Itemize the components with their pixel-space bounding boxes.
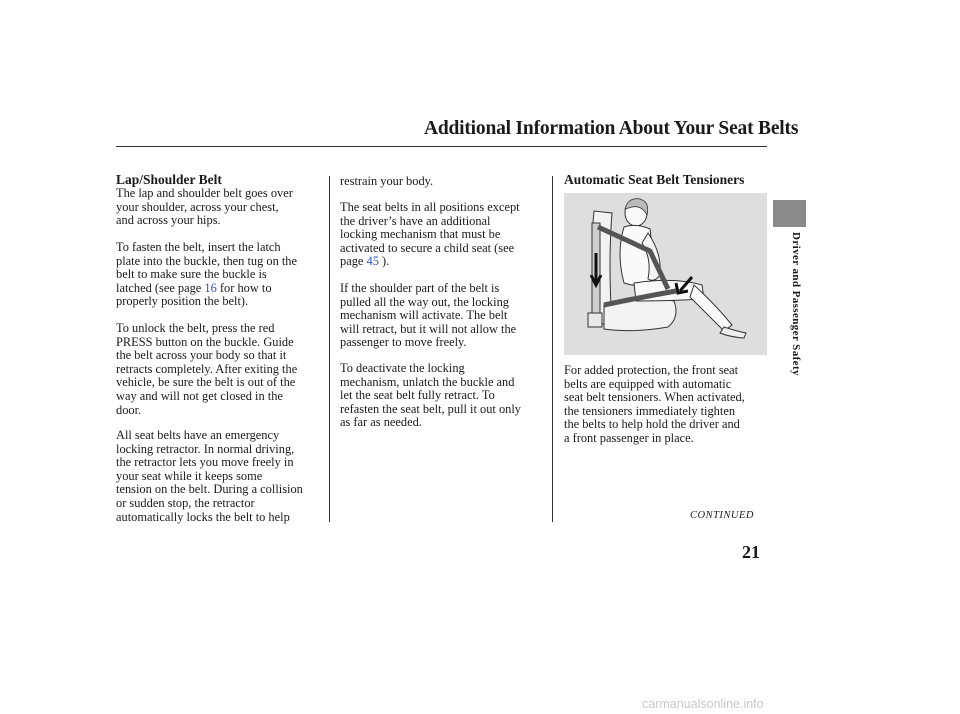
left-paragraph-3: To unlock the belt, press the red PRESS button on the buckle. Guide the belt across your body so that it retracts completely. After exiting the vehicle, be sure the belt is out of the way and will not get closed in the door. <box>116 321 298 417</box>
left-paragraph-1: The lap and shoulder belt goes over your shoulder, across your chest, and across your hips. <box>116 186 293 228</box>
right-paragraph-1: For added protection, the front seat belts are equipped with automatic seat belt tensioners. When activated, the tensioners immediately tighten the belts to help hold the driver and a front passenger in place. <box>564 363 745 445</box>
middle-paragraph-1: restrain your body. <box>340 174 434 188</box>
site-watermark: carmanualsonline.info <box>642 697 764 711</box>
column-divider-left <box>329 176 330 522</box>
page-link-45[interactable]: 45 <box>366 254 379 269</box>
seated-passenger-icon <box>564 193 767 355</box>
page-title: Additional Information About Your Seat Belts <box>424 118 799 139</box>
middle-paragraph-4: To deactivate the locking mechanism, unlatch the buckle and let the seat belt fully retract. To refasten the seat belt, pull it out only as far as needed. <box>340 361 521 430</box>
left-paragraph-2-text-a: To fasten the belt, insert the latch plate into the buckle, then tug on the belt to make sure the buckle is latched (see page <box>116 240 297 295</box>
middle-paragraph-2 <box>340 201 520 269</box>
middle-paragraph-2-text-b: ). <box>378 254 390 269</box>
section-tab-label: Driver and Passenger Safety <box>790 232 802 376</box>
left-paragraph-4: All seat belts have an emergency locking retractor. In normal driving, the retractor lets you move freely in your seat while it keeps some tension on the belt. During a collision or sudden stop, the retractor automatically locks the belt to help <box>116 428 303 524</box>
section-heading-tensioners: Automatic Seat Belt Tensioners <box>564 172 745 187</box>
middle-paragraph-2-text-a: The seat belts in all positions except the driver’s have an additional locking mechanism that must be activated to secure a child seat (see page <box>340 200 520 269</box>
left-paragraph-2-text-b: for how to properly position the belt). <box>116 280 272 309</box>
left-paragraph-2 <box>116 241 297 309</box>
page-number: 21 <box>742 542 760 562</box>
middle-paragraph-3: If the shoulder part of the belt is pulled all the way out, the locking mechanism will activate. The belt will retract, but it will not allow the passenger to move freely. <box>340 281 517 350</box>
seat-belt-tensioner-illustration <box>564 193 767 355</box>
continued-label: CONTINUED <box>690 510 755 521</box>
section-tab-marker <box>773 200 806 227</box>
column-divider-right <box>552 176 553 522</box>
section-heading-lap-shoulder-belt: Lap/Shoulder Belt <box>116 172 222 187</box>
page-link-16[interactable]: 16 <box>204 280 217 295</box>
title-divider <box>116 146 767 147</box>
